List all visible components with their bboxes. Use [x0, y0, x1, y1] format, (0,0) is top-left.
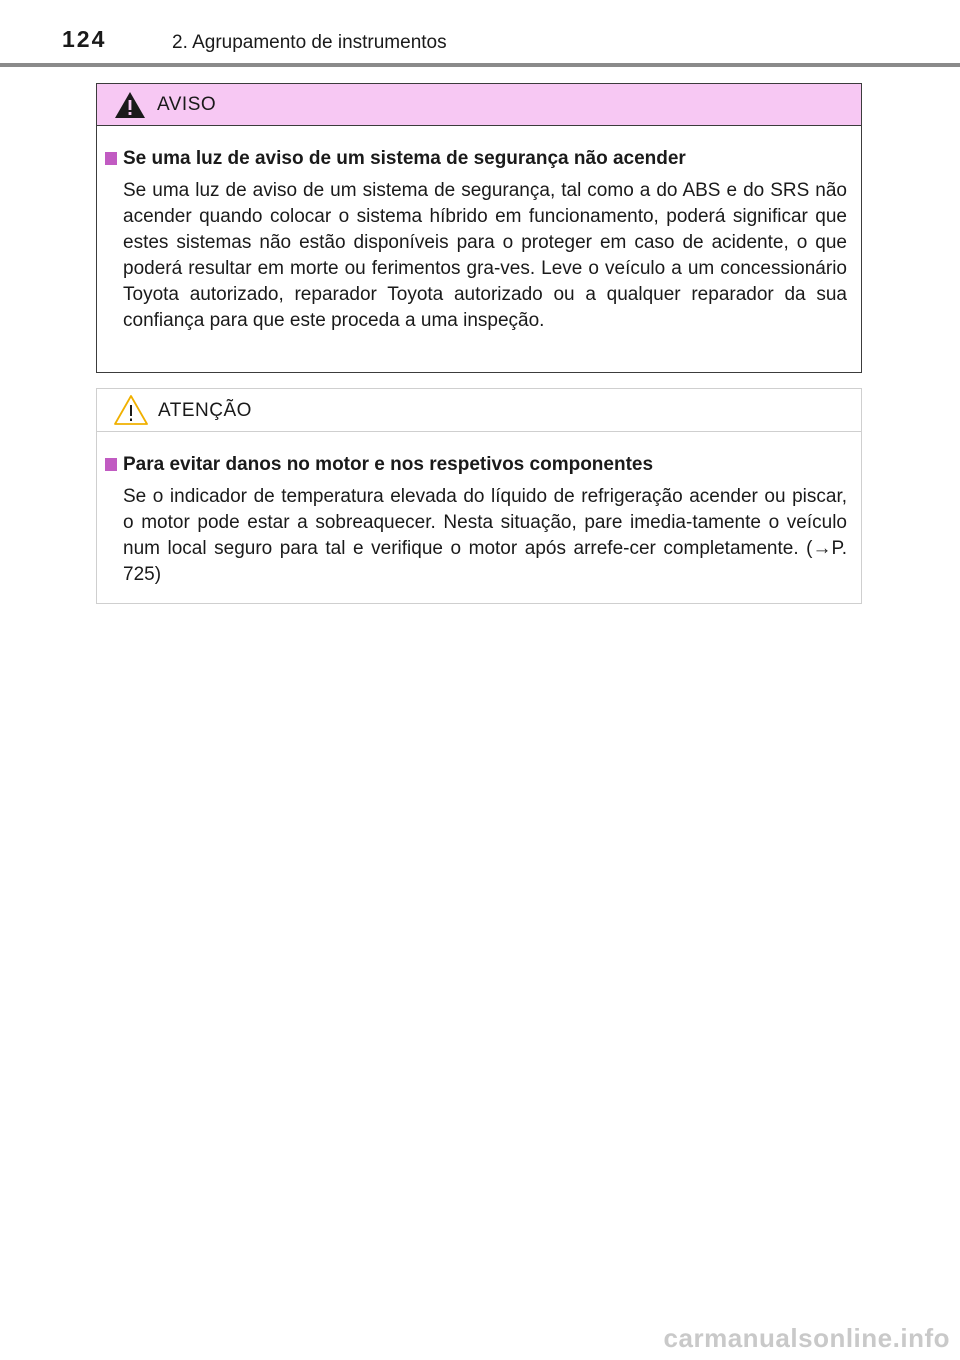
warning-triangle-icon	[114, 91, 146, 119]
bullet-square-icon	[105, 458, 117, 471]
caution-body-text: Se o indicador de temperatura elevada do líquido de refrigeração acender ou piscar, o motor pode estar a sobreaquecer. Nesta situação, pare imedia-tamente o veículo num local seguro para tal e verifique o motor após arrefe-cer completamente. (→P. 725)	[123, 486, 847, 585]
page-number: 124	[62, 26, 107, 52]
bullet-square-icon	[105, 152, 117, 165]
warning-box	[96, 83, 862, 373]
caution-box-body	[97, 432, 861, 588]
caution-heading-text: Para evitar danos no motor e nos respetivos componentes	[123, 454, 654, 475]
warning-heading	[105, 147, 847, 171]
caution-label: ATENÇÃO	[158, 400, 252, 421]
header-divider	[0, 63, 960, 67]
caution-heading	[105, 453, 847, 477]
warning-body-text: Se uma luz de aviso de um sistema de segurança, tal como a do ABS e do SRS não acender quando colocar o sistema híbrido em funcionamento, poderá significar que estes sistemas não estão disponíveis para o proteger em caso de acidente, o que poderá resultar em morte ou ferimentos gra-ves. Leve o veículo a um concessionário Toyota autorizado, reparador Toyota autorizado ou a qualquer reparador da sua confiança para que este proceda a uma inspeção.	[123, 180, 847, 331]
caution-box	[96, 388, 862, 604]
warning-heading-text: Se uma luz de aviso de um sistema de segurança não acender	[123, 148, 686, 169]
watermark: carmanualsonline.info	[663, 1323, 950, 1353]
page-header	[0, 0, 960, 64]
warning-box-body	[97, 126, 861, 334]
caution-triangle-icon	[113, 394, 149, 426]
chapter-title: 2. Agrupamento de instrumentos	[172, 32, 447, 53]
warning-box-header	[97, 84, 861, 126]
caution-box-header	[97, 389, 861, 432]
warning-label: AVISO	[157, 94, 217, 115]
